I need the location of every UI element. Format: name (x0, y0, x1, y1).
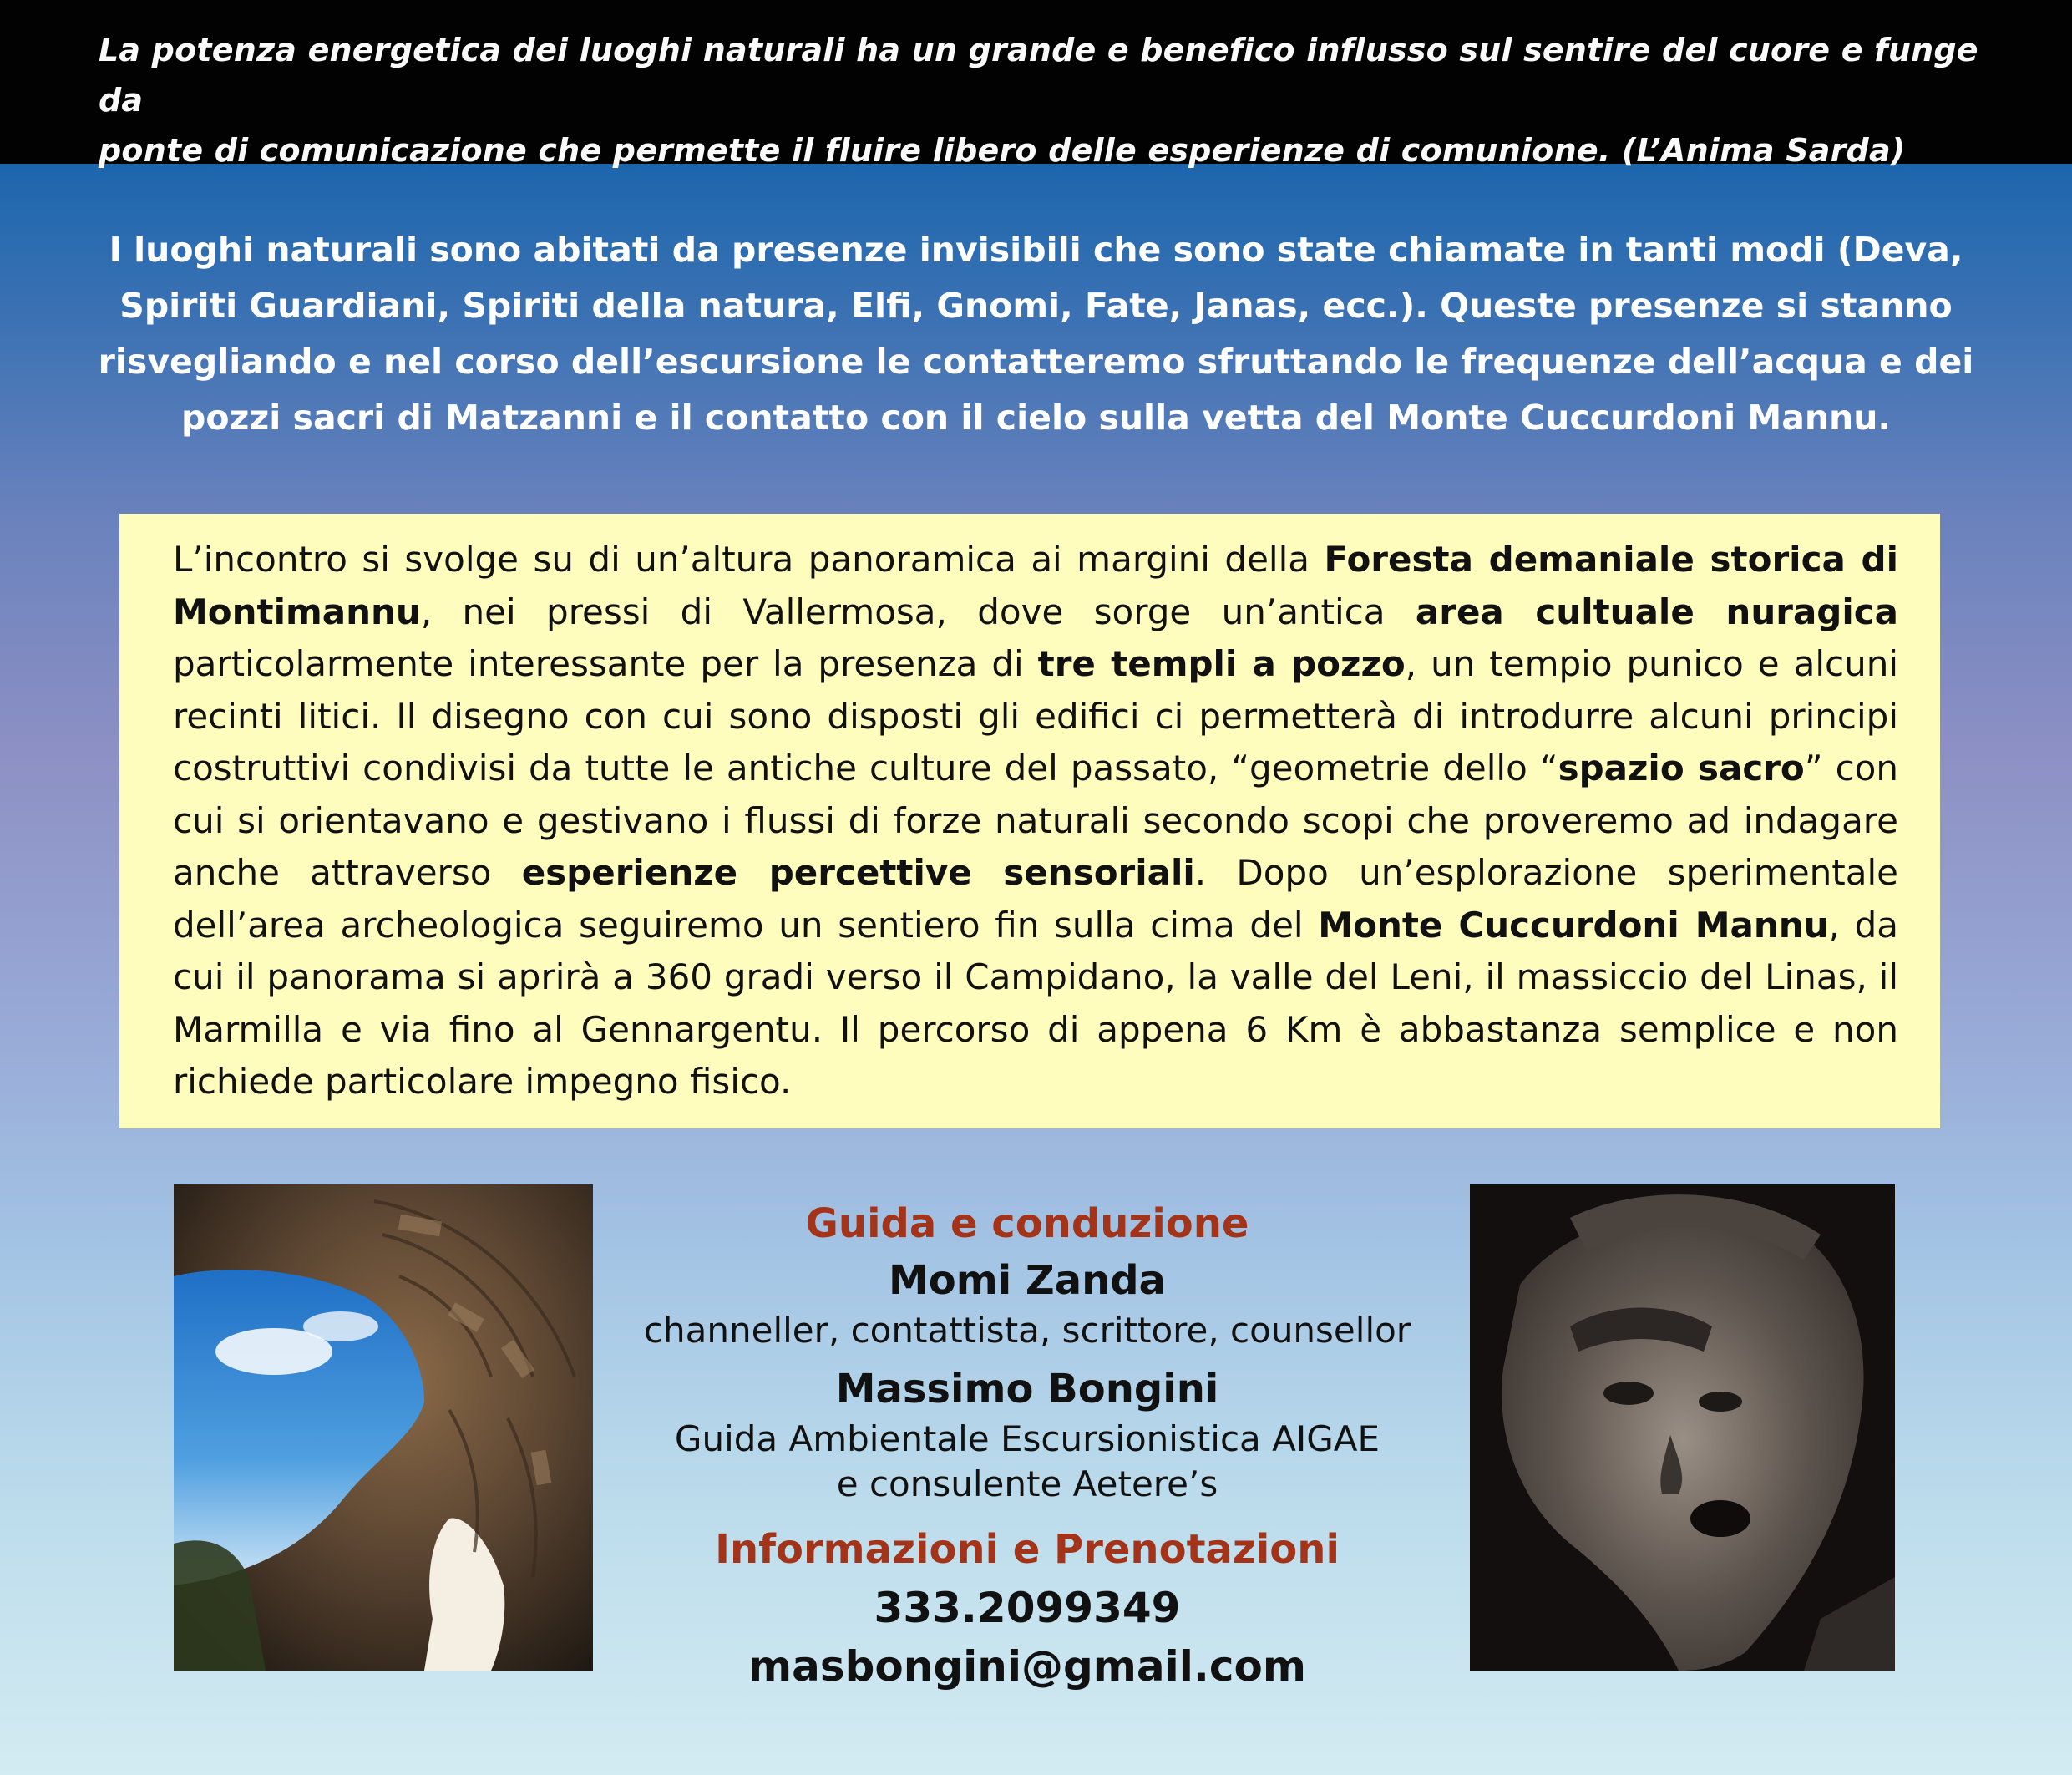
quote-banner (0, 0, 2072, 169)
bronze-statuette-photo (1470, 1184, 1895, 1671)
guide1-name: Momi Zanda (888, 1257, 1167, 1304)
guide-heading: Guida e conduzione (805, 1200, 1249, 1247)
desc-text-7: , da cui il panorama si aprirà a 360 gradi verso il Campidano, la valle del Leni, il massiccio del Linas, il Marmilla e via fino al Gennargentu. Il percorso di appena 6 Km è abbastanza semplice e non richiede particolare impegno fisico. (173, 904, 1898, 1102)
guide2-role-line2: e consulente Aetere’s (836, 1463, 1218, 1504)
contact-line: 333.2099349 masbongini@gmail.com (748, 1584, 1306, 1691)
guide1-role: channeller, contattista, scrittore, counsellor (643, 1310, 1411, 1351)
desc-text-3: particolarmente interessante per la presenza di (173, 643, 1038, 684)
quote-line-2: ponte di comunicazione che permette il fluire libero delle esperienze di comunione. (L’Anima Sarda) (99, 132, 1906, 169)
intro-line-1: I luoghi naturali sono abitati da presenze invisibili che sono state chiamate in tanti modi (Deva, (109, 230, 1963, 270)
desc-bold-spazio-sacro: spazio sacro (1558, 748, 1805, 789)
desc-text-6: . Dopo un’esplorazione sperimentale dell’area archeologica seguiremo un sentiero fin sulla cima del (173, 852, 1898, 946)
desc-bold-foresta: Foresta demaniale storica di Montimannu (173, 539, 1898, 632)
intro-line-2: Spiriti Guardiani, Spiriti della natura, Elfi, Gnomi, Fate, Janas, ecc.). Queste presenze si stanno (119, 286, 1953, 326)
quote-line-1: La potenza energetica dei luoghi naturali ha un grande e benefico influsso sul sentire del cuore e funge da (99, 32, 1978, 119)
guide2-name: Massimo Bongini (835, 1366, 1219, 1412)
guide2-role-line1: Guida Ambientale Escursionistica AIGAE (674, 1418, 1380, 1459)
desc-bold-area-cultuale: area cultuale nuragica (1415, 591, 1898, 632)
description-text (173, 534, 1898, 1108)
description-box (119, 514, 1940, 1128)
well-temple-photo (174, 1184, 593, 1671)
intro-paragraph (84, 222, 1988, 446)
info-heading: Informazioni e Prenotazioni (715, 1526, 1340, 1573)
desc-text-2: , nei pressi di Vallermosa, dove sorge un’antica (420, 591, 1416, 632)
intro-line-3: risvegliando e nel corso dell’escursione le contatteremo sfruttando le frequenze dell’acqua e dei (98, 342, 1974, 382)
desc-text-1: L’incontro si svolge su di un’altura panoramica ai margini della (173, 539, 1325, 580)
desc-bold-templi: tre templi a pozzo (1037, 643, 1406, 684)
desc-text-5: ” con cui si orientavano e gestivano i flussi di forze naturali secondo scopi che proveremo ad indagare anche attraverso (173, 748, 1898, 893)
desc-bold-esperienze: esperienze percettive sensoriali (521, 852, 1195, 893)
desc-bold-monte: Monte Cuccurdoni Mannu (1318, 904, 1829, 946)
intro-line-4: pozzi sacri di Matzanni e il contatto con il cielo sulla vetta del Monte Cuccurdoni Mannu. (180, 398, 1892, 438)
desc-text-4: , un tempio punico e alcuni recinti litici. Il disegno con cui sono disposti gli edifici ci permetterà di introdurre alcuni principi costruttivi condivisi da tutte le antiche culture del passato, “geometrie dello “ (173, 643, 1898, 789)
credits-block (601, 1194, 1453, 1696)
quote-text (99, 25, 2022, 175)
